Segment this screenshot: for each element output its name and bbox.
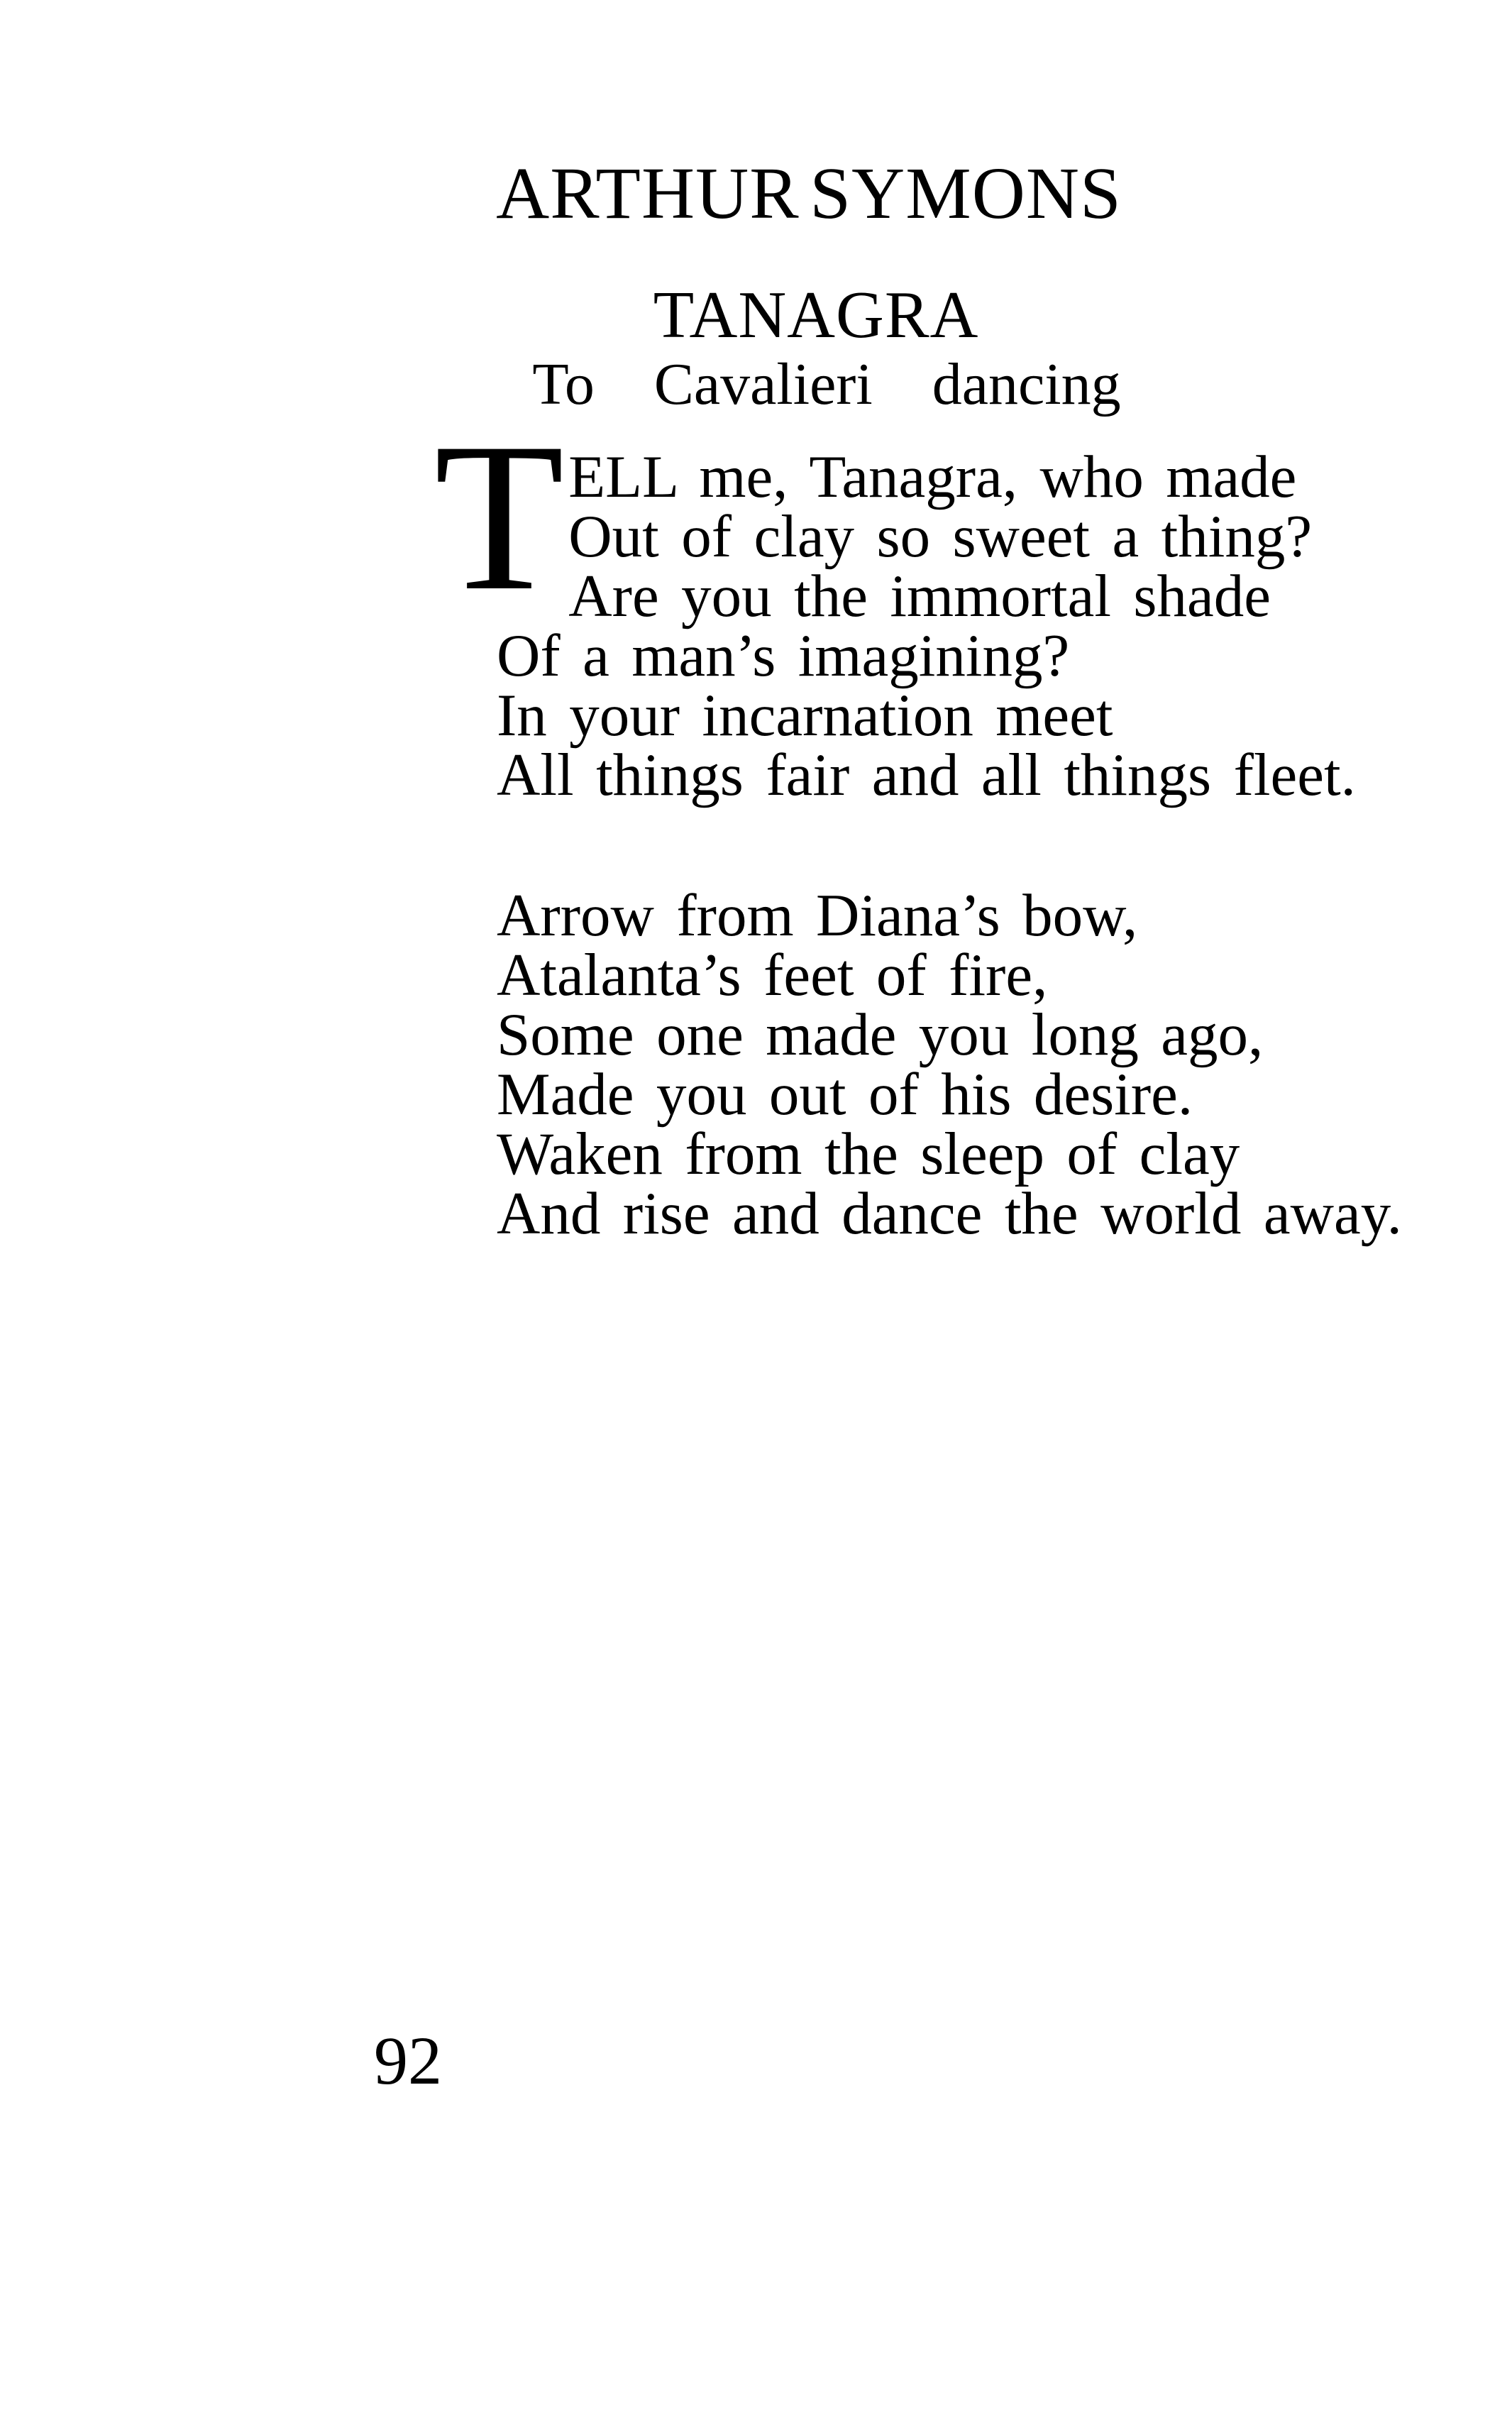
poem-line: Atalanta’s feet of fire, [497, 942, 1048, 1008]
page-number: 92 [374, 2023, 442, 2099]
poem-line: Made you out of his desire. [497, 1061, 1193, 1128]
poem-line: Of a man’s imagining? [497, 622, 1070, 689]
poem-line: Some one made you long ago, [497, 1001, 1264, 1068]
poem-line: Are you the immortal shade [568, 563, 1271, 629]
poem-stanza-1 [434, 399, 1356, 808]
page-header-author: ARTHUR SYMONS [496, 153, 1122, 234]
poem-stanza-2 [497, 882, 1402, 1247]
poem-dedication: To Cavalieri dancing [532, 351, 1121, 417]
poem-line: Waken from the sleep of clay [497, 1121, 1240, 1187]
poem-line: And rise and dance the world away. [497, 1180, 1402, 1247]
poem-line: In your incarnation meet [497, 682, 1113, 749]
drop-cap-letter: T [434, 399, 565, 634]
poem-line: All things fair and all things fleet. [497, 742, 1356, 808]
poem-line: Arrow from Diana’s bow, [497, 882, 1138, 949]
poem-line: ELL me, Tanagra, who made [568, 444, 1297, 510]
poem-line: Out of clay so sweet a thing? [568, 503, 1313, 570]
poem-title: TANAGRA [653, 278, 979, 352]
